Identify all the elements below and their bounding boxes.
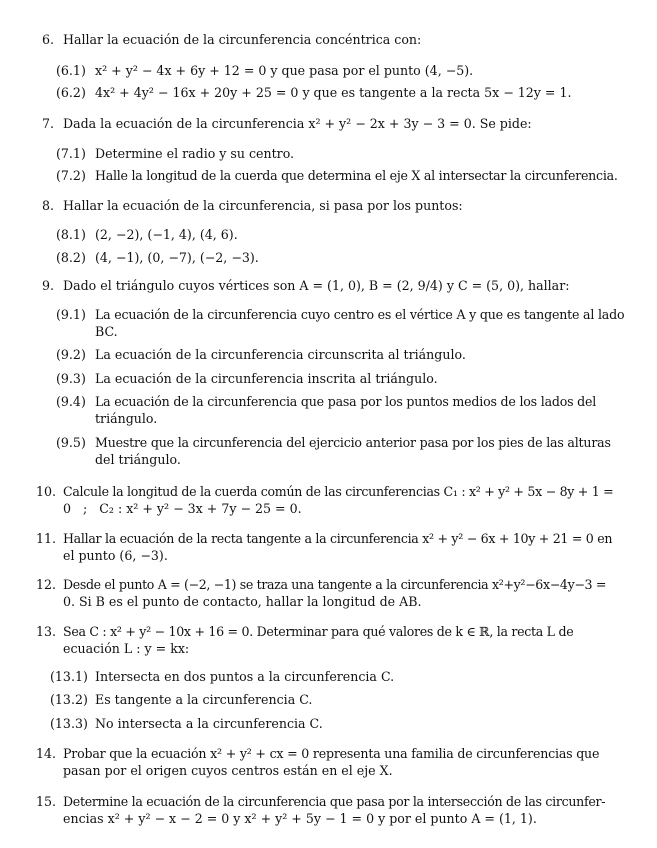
problem-text: Dado el triángulo cuyos vértices son A = (1, 0), B = (2, 9/4) y C = (5, 0), hallar: — [63, 278, 570, 293]
subproblem-text: (4, −1), (0, −7), (−2, −3). — [95, 250, 259, 265]
subproblem-text — [95, 306, 624, 340]
subproblem-number: (7.2) — [56, 168, 86, 183]
subproblem-text: (2, −2), (−1, 4), (4, 6). — [95, 227, 238, 242]
subproblem-number: (9.5) — [56, 435, 86, 450]
problem-line: encias x² + y² − x − 2 = 0 y x² + y² + 5y − 1 = 0 y por el punto A = (1, 1). — [63, 811, 537, 826]
subproblem-text — [95, 434, 611, 468]
problem-number: 11. — [36, 531, 57, 546]
problem-text — [63, 483, 613, 517]
problem-text — [63, 623, 573, 657]
subproblem-text: x² + y² − 4x + 6y + 12 = 0 y que pasa por el punto (4, −5). — [95, 63, 474, 78]
problem-text — [63, 793, 605, 827]
problem-text: Hallar la ecuación de la circunferencia, si pasa por los puntos: — [63, 198, 463, 213]
problem-line: Hallar la ecuación de la recta tangente a la circunferencia x² + y² − 6x + 10y + 21 = 0 en — [63, 531, 613, 546]
problem-line: Sea C : x² + y² − 10x + 16 = 0. Determinar para qué valores de k ∈ ℝ, la recta L de — [63, 624, 574, 639]
problem-number: 6. — [42, 32, 55, 47]
subproblem-number: (6.2) — [56, 85, 86, 100]
problem-number: 8. — [42, 198, 55, 213]
subproblem-line: La ecuación de la circunferencia que pasa por los puntos medios de los lados del — [95, 394, 597, 409]
problem-line: 0 ; C₂ : x² + y² − 3x + 7y − 25 = 0. — [63, 501, 302, 516]
problem-line: Calcule la longitud de la cuerda común de las circunferencias C₁ : x² + y² + 5x − 8y + 1 = — [63, 484, 614, 499]
problem-line: pasan por el origen cuyos centros están en el eje X. — [63, 763, 393, 778]
subproblem-line: del triángulo. — [95, 452, 181, 467]
subproblem-text: 4x² + 4y² − 16x + 20y + 25 = 0 y que es tangente a la recta 5x − 12y = 1. — [95, 85, 572, 100]
subproblem-number: (13.1) — [50, 669, 88, 684]
subproblem-number: (9.3) — [56, 371, 86, 386]
problem-number: 9. — [42, 278, 55, 293]
subproblem-line: Muestre que la circunferencia del ejercicio anterior pasa por los pies de las alturas — [95, 435, 611, 450]
subproblem-line: BC. — [95, 324, 118, 339]
problem-text: Hallar la ecuación de la circunferencia concéntrica con: — [63, 32, 422, 47]
problem-number: 15. — [36, 794, 57, 809]
problem-line: el punto (6, −3). — [63, 548, 168, 563]
problem-line: Probar que la ecuación x² + y² + cx = 0 representa una familia de circunferencias que — [63, 746, 600, 761]
problem-number: 12. — [36, 577, 57, 592]
problem-line: Desde el punto A = (−2, −1) se traza una tangente a la circunferencia x²+y²−6x−4y−3 = — [63, 577, 607, 592]
problem-text — [63, 576, 606, 610]
subproblem-number: (8.1) — [56, 227, 86, 242]
subproblem-text: Halle la longitud de la cuerda que determina el eje X al intersectar la circunferencia. — [95, 168, 618, 183]
problem-number: 14. — [36, 746, 57, 761]
subproblem-line: triángulo. — [95, 411, 158, 426]
subproblem-number: (9.4) — [56, 394, 86, 409]
subproblem-number: (13.3) — [50, 716, 88, 731]
subproblem-number: (13.2) — [50, 692, 88, 707]
subproblem-text: No intersecta a la circunferencia C. — [95, 716, 323, 731]
subproblem-number: (9.1) — [56, 307, 86, 322]
problem-number: 10. — [36, 484, 57, 499]
subproblem-text: Es tangente a la circunferencia C. — [95, 692, 313, 707]
problem-number: 7. — [42, 116, 55, 131]
subproblem-number: (7.1) — [56, 146, 86, 161]
subproblem-text — [95, 393, 596, 427]
subproblem-text: Intersecta en dos puntos a la circunferencia C. — [95, 669, 395, 684]
subproblem-text: La ecuación de la circunferencia circunscrita al triángulo. — [95, 347, 466, 362]
problem-text — [63, 530, 612, 564]
subproblem-text: La ecuación de la circunferencia inscrita al triángulo. — [95, 371, 438, 386]
problem-text: Dada la ecuación de la circunferencia x² + y² − 2x + 3y − 3 = 0. Se pide: — [63, 116, 532, 131]
subproblem-line: La ecuación de la circunferencia cuyo centro es el vértice A y que es tangente al lado — [95, 307, 625, 322]
subproblem-text: Determine el radio y su centro. — [95, 146, 295, 161]
problem-line: 0. Si B es el punto de contacto, hallar la longitud de AB. — [63, 594, 422, 609]
problem-line: ecuación L : y = kx: — [63, 641, 190, 656]
problem-number: 13. — [36, 624, 57, 639]
problem-text — [63, 745, 599, 779]
subproblem-number: (8.2) — [56, 250, 86, 265]
problem-line: Determine la ecuación de la circunferencia que pasa por la intersección de las circunfer- — [63, 794, 606, 809]
subproblem-number: (6.1) — [56, 63, 86, 78]
subproblem-number: (9.2) — [56, 347, 86, 362]
